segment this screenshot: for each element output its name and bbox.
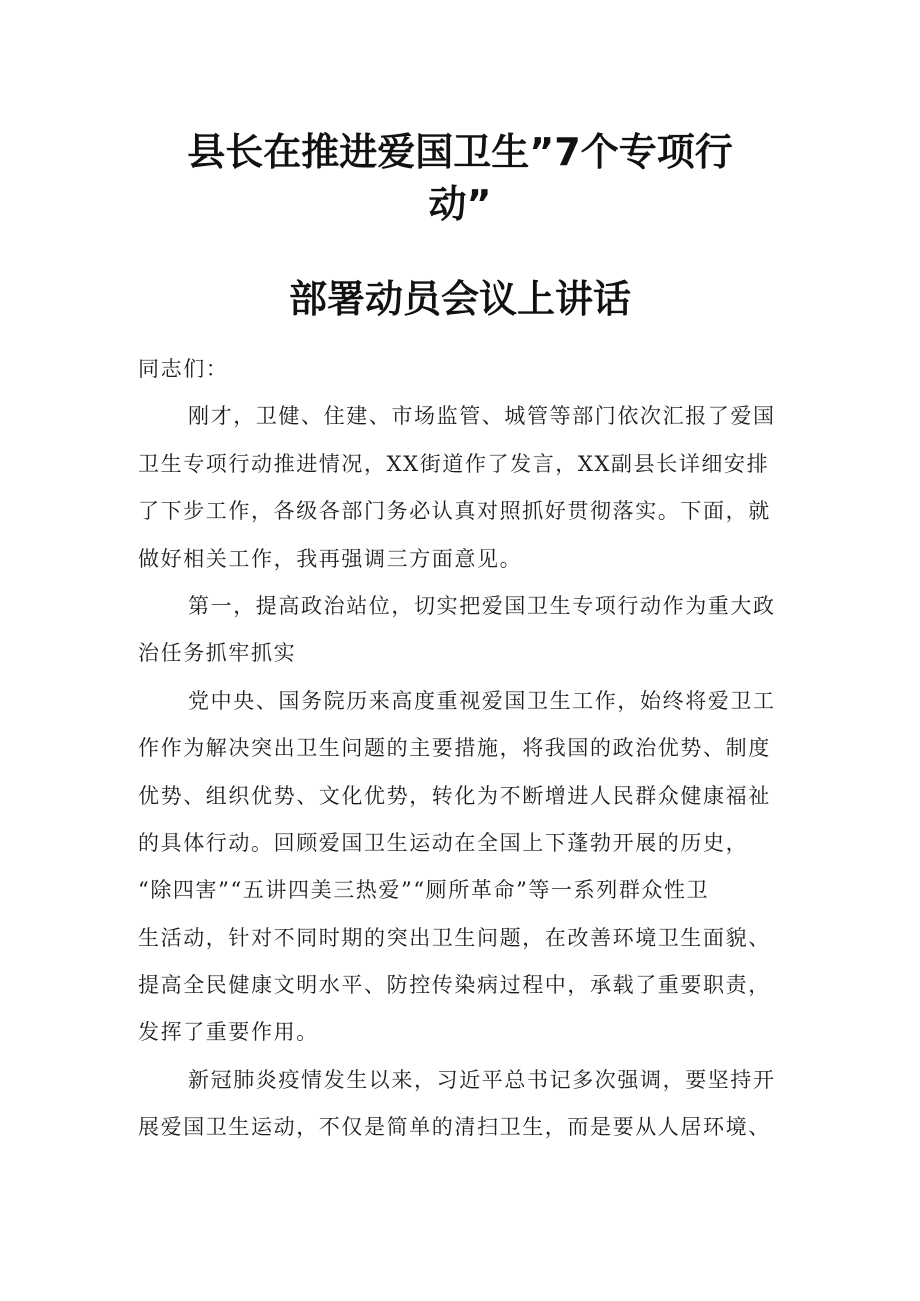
paragraph-line: 卫生专项行动推进情况，XX街道作了发言，XX副县长详细安排 (138, 451, 770, 476)
title-line-3: 部署动员会议上讲话 (288, 277, 631, 321)
paragraph-line: 的具体行动。回顾爱国卫生运动在全国上下蓬勃开展的历史， (138, 830, 749, 855)
title-line-1: 县长在推进爱国卫生”7个专项行 (187, 130, 733, 174)
document-body (138, 346, 788, 1152)
paragraph-line: 优势、组织优势、文化优势，转化为不断增进人民群众健康福祉 (138, 783, 771, 808)
paragraph-line: 提高全民健康文明水平、防控传染病过程中，承载了重要职责， (138, 973, 771, 998)
section-heading-line: 第一，提高政治站位，切实把爱国卫生专项行动作为重大政 (188, 593, 776, 618)
paragraph-line: 了下步工作，各级各部门务必认真对照抓好贯彻落实。下面，就 (138, 499, 771, 524)
paragraph-line: 党中央、国务院历来高度重视爱国卫生工作，始终将爱卫工 (188, 688, 776, 713)
title-line-2: 动” (428, 182, 492, 226)
paragraph-line: 生活动，针对不同时期的突出卫生问题，在改善环境卫生面貌、 (138, 925, 771, 950)
paragraph-line: 做好相关工作，我再强调三方面意见。 (138, 546, 523, 571)
greeting: 同志们： (138, 357, 229, 381)
paragraph-line: 展爱国卫生运动，不仅是简单的清扫卫生，而是要从人居环境、 (138, 1115, 771, 1140)
paragraph-line: 刚才，卫健、住建、市场监管、城管等部门依次汇报了爱国 (188, 404, 776, 429)
paragraph-line: “除四害”“五讲四美三热爱”“厕所革命”等一系列群众性卫 (138, 878, 710, 903)
paragraph-line: 作作为解决突出卫生问题的主要措施，将我国的政治优势、制度 (138, 736, 771, 761)
section-heading-line: 治任务抓牢抓实 (138, 641, 297, 666)
paragraph-line: 发挥了重要作用。 (138, 1020, 319, 1045)
paragraph-line: 新冠肺炎疫情发生以来，习近平总书记多次强调，要坚持开 (188, 1067, 776, 1092)
